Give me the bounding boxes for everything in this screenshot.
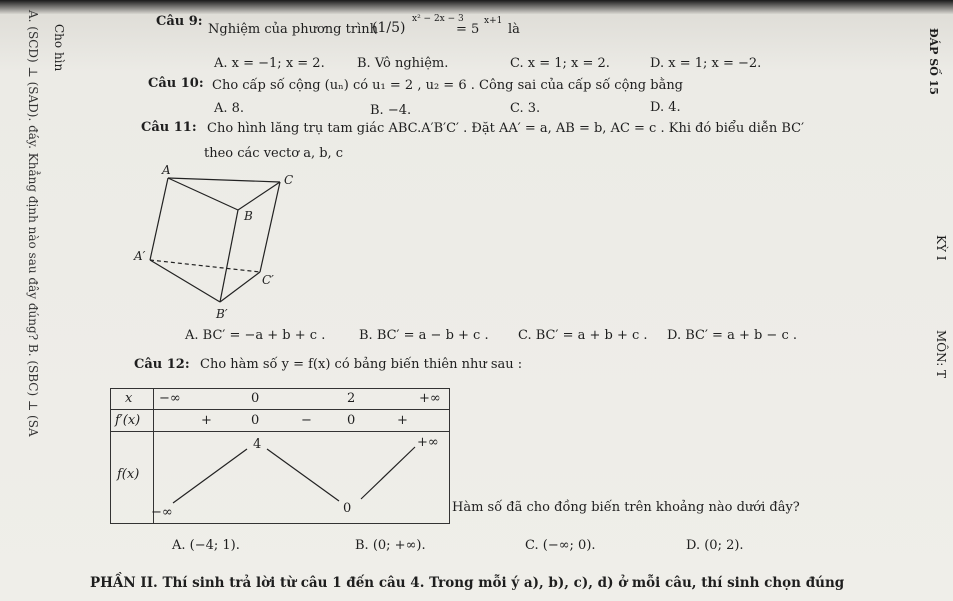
x-pos-inf: +∞	[419, 391, 441, 406]
row-fp-label: f′(x)	[115, 413, 141, 428]
q12-option-c: C. (−∞; 0).	[525, 538, 596, 553]
variation-table	[110, 388, 450, 524]
vertex-a: A	[162, 163, 171, 177]
q9-label: Câu 9:	[156, 14, 203, 29]
q11-option-a: A. BC′ = −a + b + c .	[185, 328, 326, 343]
right-margin-answer-label: ĐÁP SỐ 15	[927, 28, 940, 95]
edge-ab	[168, 178, 238, 210]
row-x-label: x	[125, 391, 133, 406]
q10-option-c: C. 3.	[510, 101, 541, 116]
q11-option-c: C. BC′ = a + b + c .	[518, 328, 648, 343]
x-zero: 0	[251, 391, 260, 406]
part-2-heading: PHẦN II. Thí sinh trả lời từ câu 1 đến câu 4. Trong mỗi ý a), b), c), d) ở mỗi câu, thí sinh chọn đúng	[90, 575, 845, 591]
f-value-pos-inf: +∞	[417, 435, 439, 450]
q9-eq-exp: x² − 2x − 3	[412, 14, 464, 24]
q12-option-b: B. (0; +∞).	[355, 538, 426, 553]
q11-option-d: D. BC′ = a + b − c .	[667, 328, 798, 343]
f-value-max: 4	[253, 437, 262, 452]
fp-zero-2: 0	[347, 413, 356, 428]
q10-label: Câu 10:	[148, 76, 204, 91]
fp-sign-2: −	[301, 413, 312, 428]
fp-sign-1: +	[201, 413, 212, 428]
q10-option-a: A. 8.	[214, 101, 245, 116]
left-margin-line: A. (SCD) ⊥ (SAD). đáy. Khẳng định nào sau đây đúng? B. (SBC) ⊥ (SA	[26, 10, 40, 437]
vertex-c1: C′	[262, 273, 274, 287]
right-margin-exam-label: KỲ I	[934, 235, 948, 261]
q12-option-d: D. (0; 2).	[686, 538, 744, 553]
edge-aa1	[150, 178, 168, 260]
edge-ac	[168, 178, 280, 182]
q9-eq-rhs-exp: x+1	[484, 16, 503, 26]
edge-b1c1	[220, 272, 260, 302]
x-two: 2	[347, 391, 356, 406]
q9-eq-tail: là	[508, 22, 520, 37]
x-neg-inf: −∞	[159, 391, 181, 406]
q10-option-d: D. 4.	[650, 100, 681, 115]
arrow-increase-2	[361, 447, 415, 499]
top-shadow	[0, 0, 953, 14]
arrow-decrease	[267, 449, 339, 501]
q10-option-b: B. −4.	[370, 103, 412, 118]
edge-bc	[238, 182, 280, 210]
q10-text: Cho cấp số cộng (uₙ) có u₁ = 2 , u₂ = 6 . Công sai của cấp số cộng bằng	[212, 78, 684, 93]
q9-text: Nghiệm của phương trình	[208, 22, 378, 37]
q11-label: Câu 11:	[141, 120, 197, 135]
arrow-increase-1	[173, 449, 247, 503]
left-margin-line-2: Cho hìn	[52, 24, 66, 72]
vertex-a1: A′	[134, 249, 146, 263]
q9-option-b: B. Vô nghiệm.	[357, 56, 449, 71]
fp-zero-1: 0	[251, 413, 260, 428]
edge-bb1	[220, 210, 238, 302]
q11-text: Cho hình lăng trụ tam giác ABC.A′B′C′ . Đặt AA′ = a, AB = b, AC = c . Khi đó biểu diễn BC′	[207, 121, 805, 136]
vertex-b1: B′	[216, 307, 228, 320]
left-margin-text	[26, 10, 40, 437]
q9-option-a: A. x = −1; x = 2.	[214, 56, 325, 71]
edge-cc1	[260, 182, 280, 272]
q12-option-a: A. (−4; 1).	[172, 538, 240, 553]
q12-text: Cho hàm số y = f(x) có bảng biến thiên như sau :	[200, 357, 523, 372]
q12-label: Câu 12:	[134, 357, 190, 372]
q12-question: Hàm số đã cho đồng biến trên khoảng nào dưới đây?	[452, 500, 800, 515]
variation-arrows	[111, 389, 449, 523]
q9-option-d: D. x = 1; x = −2.	[650, 56, 762, 71]
f-value-neg-inf: −∞	[151, 505, 173, 520]
q11-text-2: theo các vectơ a, b, c	[204, 146, 344, 161]
q11-option-b: B. BC′ = a − b + c .	[359, 328, 489, 343]
right-margin-subject-label: MÔN: T	[934, 330, 948, 379]
fp-sign-3: +	[397, 413, 408, 428]
vertex-c: C	[284, 173, 294, 187]
f-value-min: 0	[343, 501, 352, 516]
prism-figure	[120, 160, 320, 320]
row-f-label: f(x)	[117, 467, 140, 482]
q9-eq-base: (1/5)	[372, 20, 406, 36]
q9-eq-rhs: = 5	[456, 22, 480, 37]
q9-option-c: C. x = 1; x = 2.	[510, 56, 610, 71]
vertex-b: B	[244, 209, 253, 223]
